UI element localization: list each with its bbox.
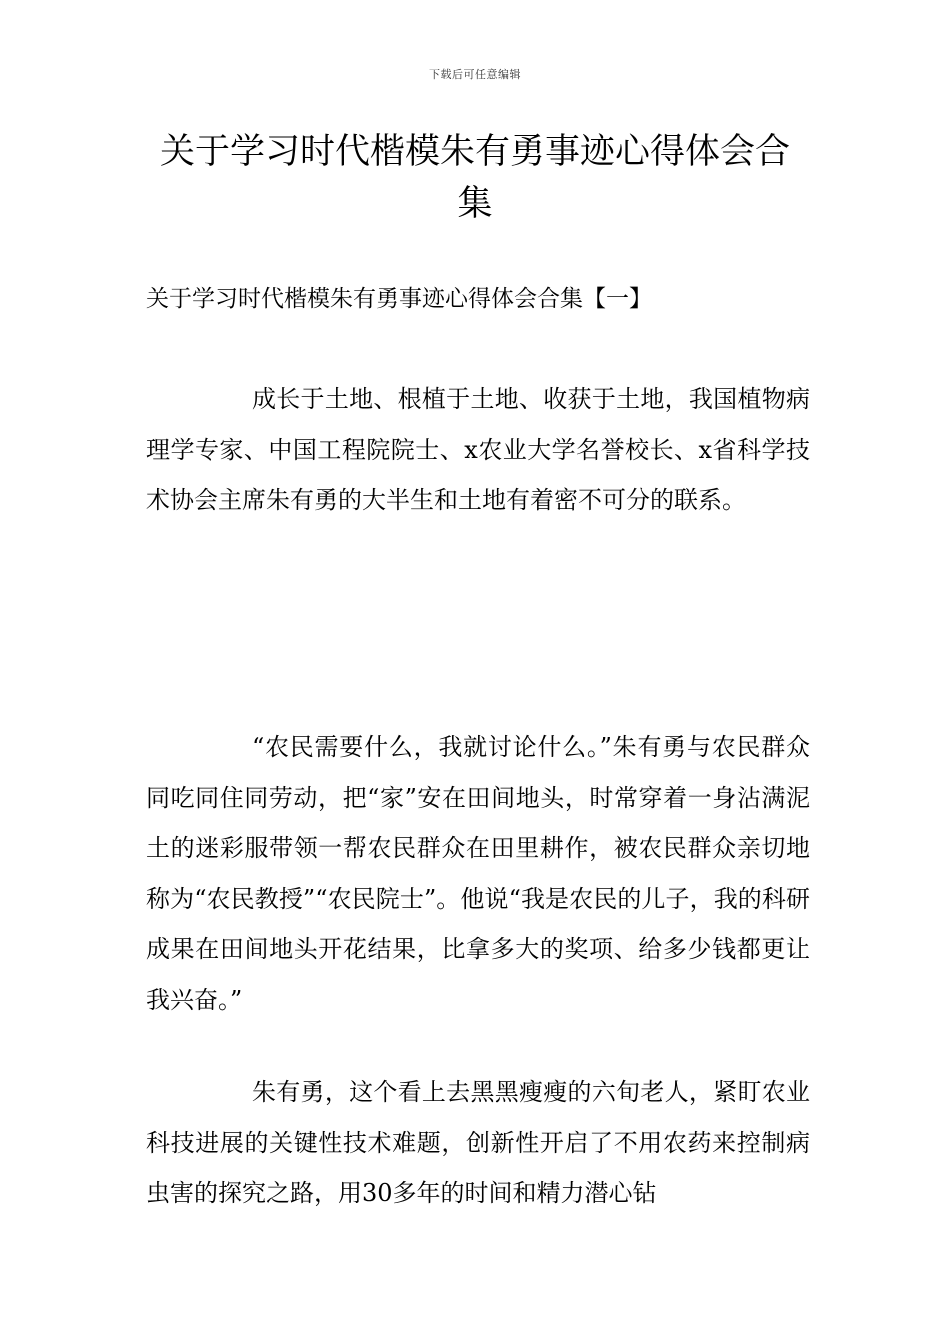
paragraph-3: 朱有勇，这个看上去黑黑瘦瘦的六旬老人，紧盯农业科技进展的关键性技术难题，创新性开启了不用农药来控制病虫害的探究之路，用30多年的时间和精力潜心钻	[146, 1078, 810, 1207]
section-heading: 关于学习时代楷模朱有勇事迹心得体会合集【一】	[146, 286, 652, 312]
header-note: 下载后可任意编辑	[429, 68, 521, 81]
paragraph-2: “农民需要什么，我就讨论什么。”朱有勇与农民群众同吃同住同劳动，把“家”安在田间地头，时常穿着一身沾满泥土的迷彩服带领一帮农民群众在田里耕作，被农民群众亲切地称为“农民教授”“农民院士”。他说“我是农民的儿子，我的科研成果在田间地头开花结果，比拿多大的奖项、给多少钱都更让我兴奋。”	[146, 733, 810, 1014]
document-title: 关于学习时代楷模朱有勇事迹心得体会合集	[159, 132, 790, 224]
paragraph-1: 成长于土地、根植于土地、收获于土地，我国植物病理学专家、中国工程院院士、x农业大学名誉校长、x省科学技术协会主席朱有勇的大半生和土地有着密不可分的联系。	[146, 385, 810, 514]
